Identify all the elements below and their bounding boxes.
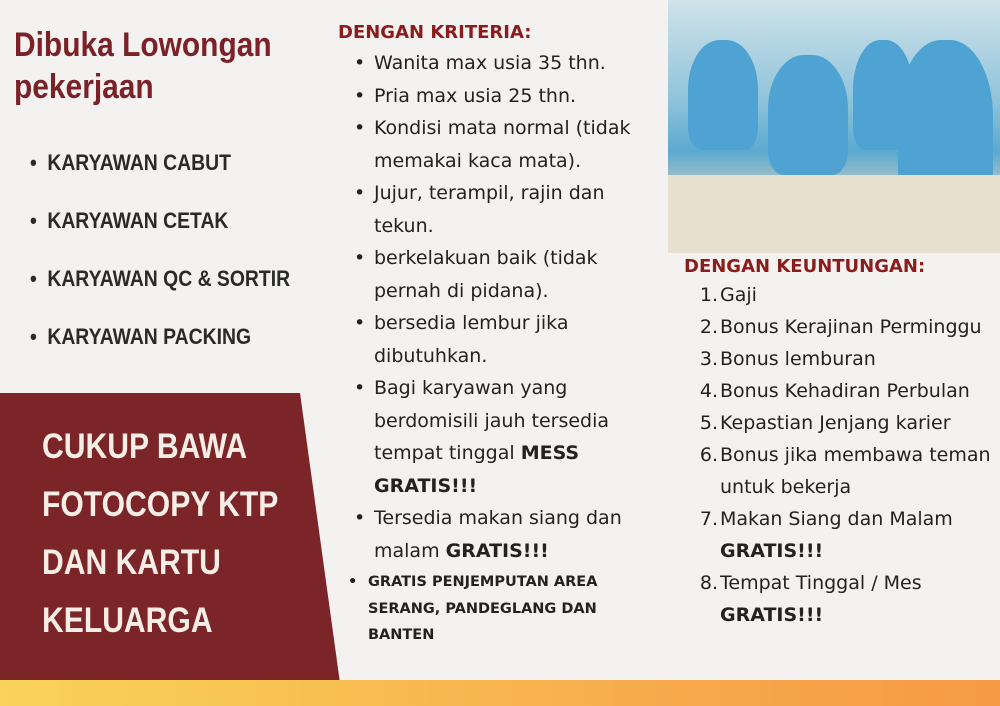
position-item: • KARYAWAN QC & SORTIR bbox=[30, 266, 290, 292]
req-line: KELUARGA bbox=[42, 601, 213, 640]
item-text: Tersedia makan siang dan malam bbox=[374, 507, 622, 562]
criteria-item: • Jujur, terampil, rajin dan tekun. bbox=[338, 177, 668, 242]
benefit-item bbox=[684, 503, 1000, 567]
benefit-item bbox=[684, 279, 1000, 311]
criteria-item: • GRATIS PENJEMPUTAN AREA SERANG, PANDEGLANG DAN BANTEN bbox=[338, 569, 668, 649]
item-number: 5. bbox=[699, 412, 718, 434]
title-line: Dibuka Lowongan bbox=[14, 26, 272, 64]
requirements-text bbox=[42, 418, 278, 650]
item-number: 7. bbox=[699, 508, 718, 530]
benefit-item bbox=[684, 567, 1000, 631]
position-item: • KARYAWAN PACKING bbox=[30, 324, 251, 350]
criteria-item bbox=[338, 502, 668, 567]
item-text: Tempat Tinggal / Mes bbox=[720, 572, 922, 594]
item-bold: GRATIS!!! bbox=[445, 539, 549, 562]
item-text: Bonus lemburan bbox=[720, 348, 876, 370]
criteria-item: • bersedia lembur jika dibutuhkan. bbox=[338, 307, 668, 372]
req-line: DAN KARTU bbox=[42, 543, 221, 582]
benefits-section bbox=[684, 256, 1000, 631]
title-line: pekerjaan bbox=[14, 68, 154, 106]
criteria-list bbox=[338, 47, 668, 649]
criteria-section bbox=[338, 22, 668, 649]
criteria-item: • Wanita max usia 35 thn. bbox=[338, 47, 668, 80]
item-number: 1. bbox=[699, 284, 718, 306]
item-number: 4. bbox=[699, 380, 718, 402]
benefits-heading: DENGAN KEUNTUNGAN: bbox=[684, 256, 926, 277]
item-bold: GRATIS!!! bbox=[720, 540, 824, 562]
factory-workers-photo bbox=[668, 0, 1000, 253]
item-text: Bonus jika membawa teman untuk bekerja bbox=[720, 444, 991, 498]
item-number: 8. bbox=[699, 572, 718, 594]
criteria-heading: DENGAN KRITERIA: bbox=[338, 22, 532, 43]
item-number: 3. bbox=[699, 348, 718, 370]
benefit-item bbox=[684, 343, 1000, 375]
benefit-item bbox=[684, 439, 1000, 503]
item-number: 6. bbox=[699, 444, 718, 466]
benefits-list bbox=[684, 279, 1000, 631]
benefit-item bbox=[684, 407, 1000, 439]
item-text: Bagi karyawan yang berdomisili jauh tersedia tempat tinggal bbox=[374, 377, 610, 464]
benefit-item bbox=[684, 311, 1000, 343]
req-line: FOTOCOPY KTP bbox=[42, 485, 279, 524]
benefit-item bbox=[684, 375, 1000, 407]
bottom-strip bbox=[0, 680, 1000, 706]
req-line: CUKUP BAWA bbox=[42, 427, 248, 466]
page-title bbox=[14, 24, 272, 108]
position-item: • KARYAWAN CABUT bbox=[30, 150, 231, 176]
item-number: 2. bbox=[699, 316, 718, 338]
item-bold: GRATIS!!! bbox=[720, 604, 824, 626]
item-bold: MESS GRATIS!!! bbox=[374, 442, 580, 497]
item-text: Makan Siang dan Malam bbox=[720, 508, 953, 530]
criteria-item: • berkelakuan baik (tidak pernah di pidana). bbox=[338, 242, 668, 307]
criteria-item bbox=[338, 372, 668, 502]
item-text: Gaji bbox=[720, 284, 757, 306]
position-item: • KARYAWAN CETAK bbox=[30, 208, 228, 234]
item-text: Kepastian Jenjang karier bbox=[720, 412, 951, 434]
criteria-item: • Pria max usia 25 thn. bbox=[338, 80, 668, 113]
item-text: Bonus Kehadiran Perbulan bbox=[720, 380, 970, 402]
item-text: Bonus Kerajinan Perminggu bbox=[720, 316, 982, 338]
criteria-item: • Kondisi mata normal (tidak memakai kaca mata). bbox=[338, 112, 668, 177]
